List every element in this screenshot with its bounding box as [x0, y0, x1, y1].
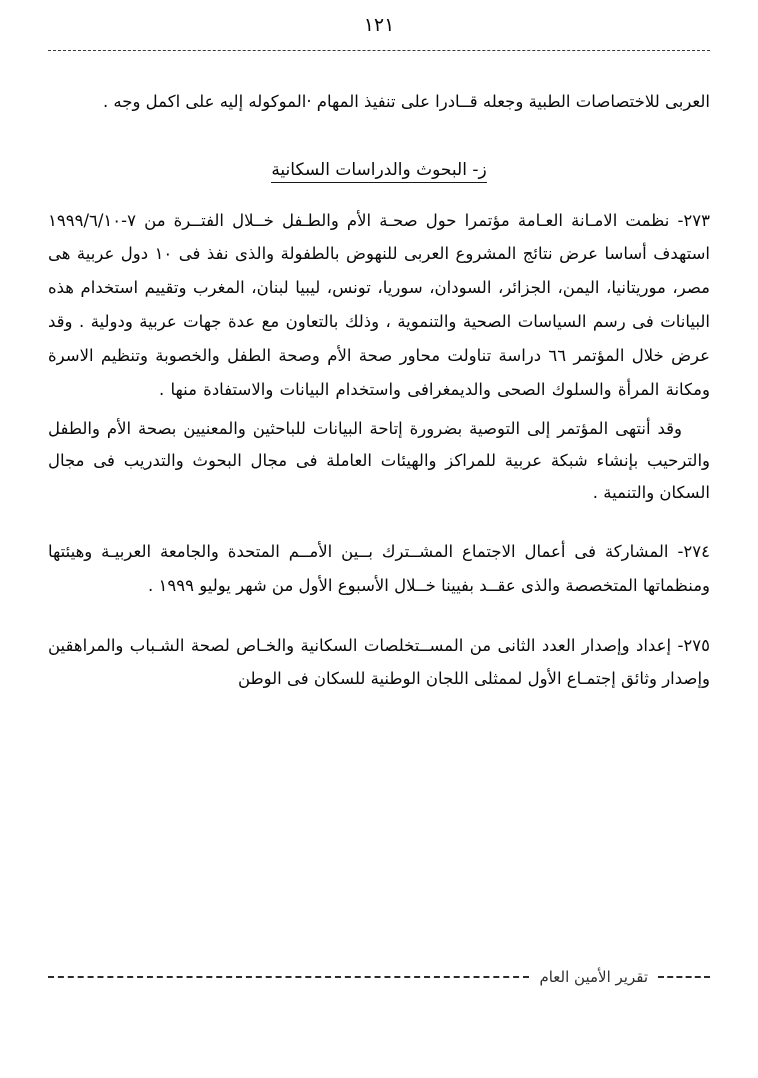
numbered-item-273 [48, 204, 710, 407]
page-number: ١٢١ [363, 14, 395, 36]
numbered-item-275 [48, 629, 710, 697]
numbered-item-274 [48, 535, 710, 603]
section-heading [48, 153, 710, 188]
item-text-273: نظمت الامـانة العـامة مؤتمرا حول صحـة الأم والطـفل خــلال الفتــرة من ٧-١٩٩٩/٦/١٠ استهدف أساسا عرض نتائج المشروع العربى للنهوض بالطفولة والذى نفذ فى ١٠ دول عربية هى مصر، موريتانيا، اليمن، الجزائر، السودان، سوريا، تونس، ليبيا لبنان، المغرب وتقييم استخدام هذه البيانات فى رسم السياسات الصحية والتنموية ، وذلك بالتعاون مع عدة جهات عربية ودولية . وقد عرض خلال المؤتمر ٦٦ دراسة تناولت محاور صحة الأم وصحة الطفل والخصوبة وتنظيم الاسرة ومكانة المرأة والسلوك الصحى والديمغرافى واستخدام البيانات والاستفادة منها . [48, 210, 710, 399]
footer-divider-right [658, 976, 710, 978]
item-number-275: ٢٧٥- [677, 635, 710, 655]
page-footer [48, 968, 710, 986]
item-number-273: ٢٧٣- [677, 210, 710, 230]
footer-text: تقرير الأمين العام [539, 968, 648, 986]
opening-paragraph: العربى للاختصاصات الطبية وجعله قــادرا على تنفيذ المهام ·الموكوله إليه على اكمل وجه . [102, 92, 710, 111]
document-body [48, 85, 710, 696]
section-heading-text: ز- البحوث والدراسات السكانية [271, 160, 486, 183]
numbered-item-273-continued [48, 413, 710, 510]
item-text-273-continued: وقد أنتهى المؤتمر إلى التوصية بضرورة إتاحة البيانات للباحثين والمعنيين بصحة الأم والطفل والترحيب بإنشاء شبكة عربية للمراكز والهيئات العاملة فى مجال البحوث والتدريب فى مجال السكان والتنمية . [48, 418, 710, 502]
item-text-275: إعداد وإصدار العدد الثانى من المســتخلصات السكانية والخـاص لصحة الشـباب والمراهقين وإصدار وثائق إجتمـاع الأول لممثلى اللجان الوطنية للسكان فى الوطن [48, 635, 710, 689]
footer-divider-left [48, 976, 529, 978]
header-divider [48, 50, 710, 51]
item-number-274: ٢٧٤- [677, 542, 710, 562]
item-text-274: المشاركة فى أعمال الاجتماع المشــترك بــين الأمــم المتحدة والجامعة العربيـة وهيئتها ومنظماتها المتخصصة والذى عقــد بفيينا خــلال الأسبوع الأول من شهر يوليو ١٩٩٩ . [48, 542, 710, 595]
